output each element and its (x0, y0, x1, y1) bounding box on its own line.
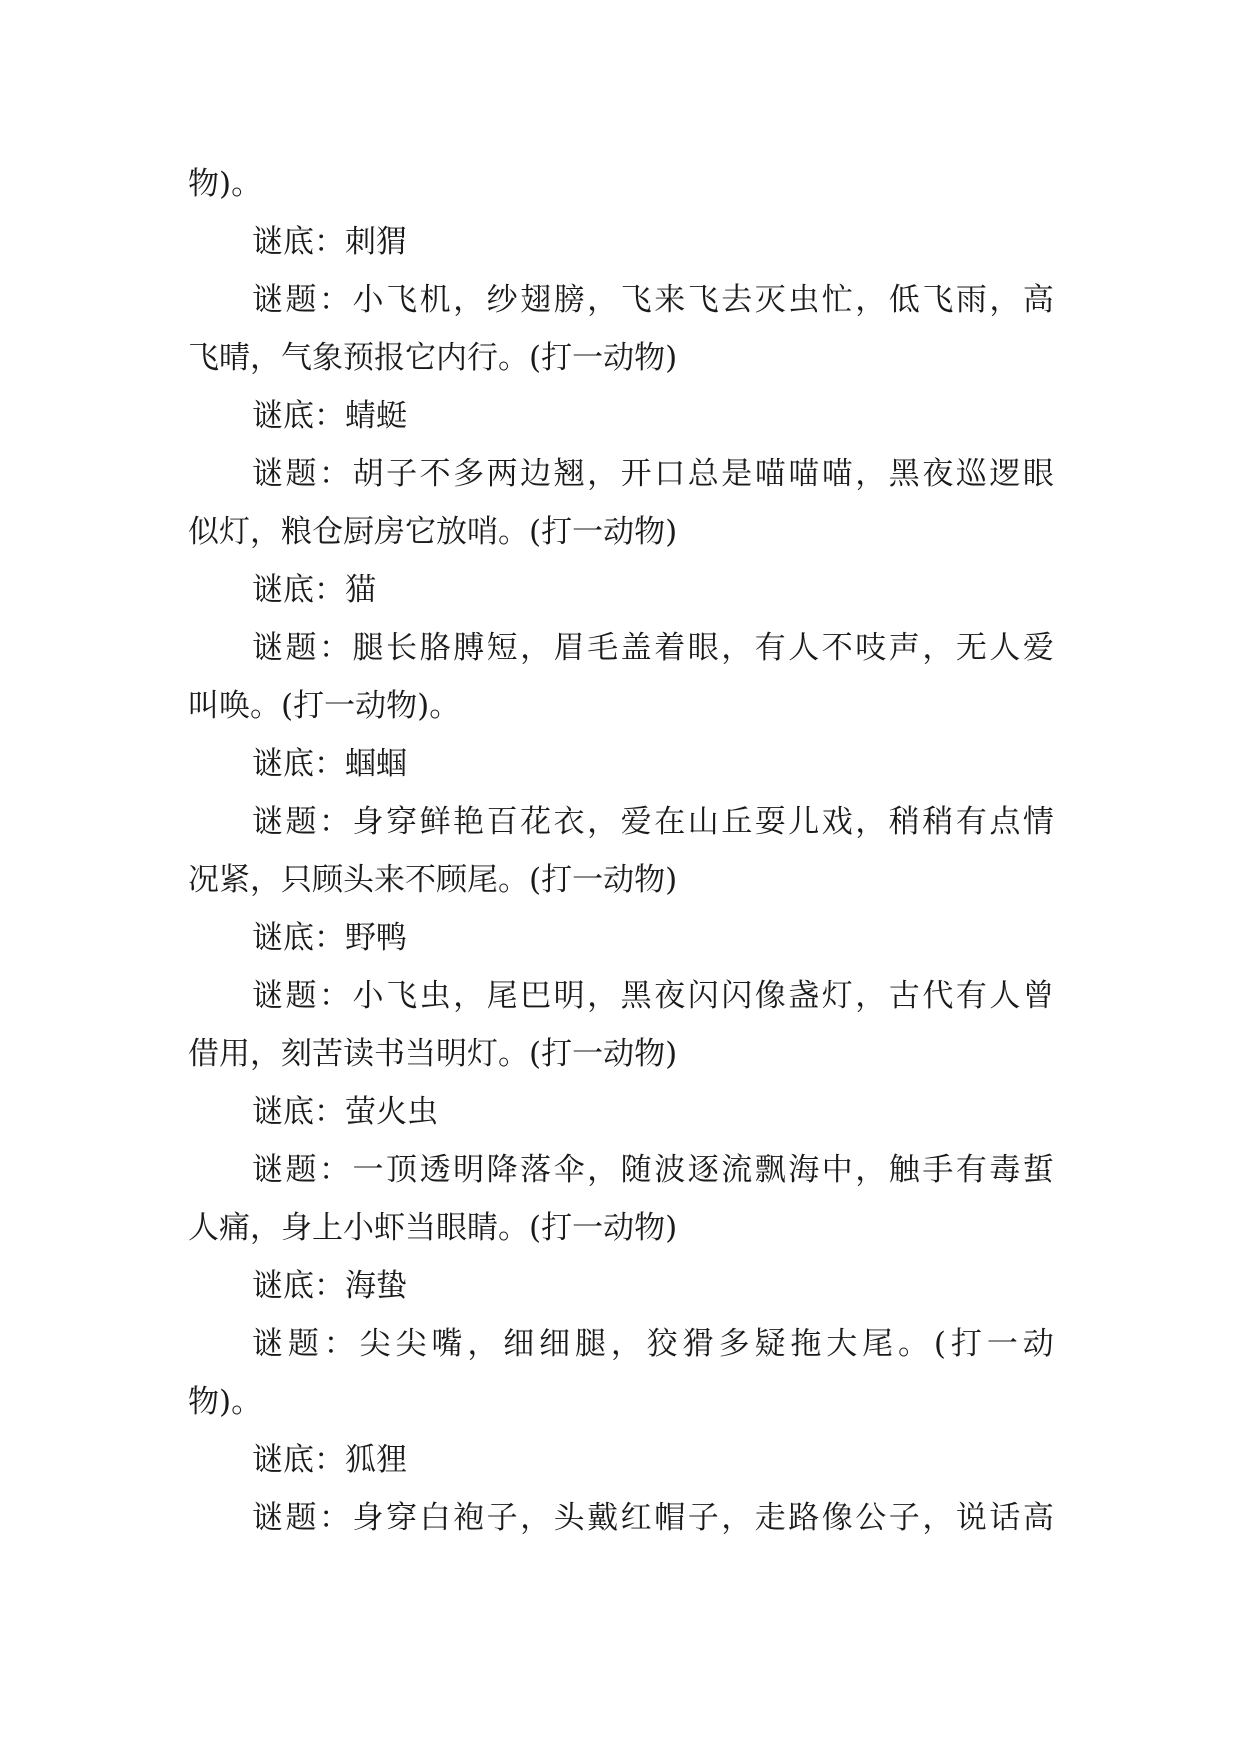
text-char: 高 (1022, 1500, 1054, 1536)
text-char: 花 (520, 804, 552, 840)
text-char: 子 (888, 1500, 920, 1536)
text-char: 红 (620, 1500, 652, 1536)
text-char: 题 (285, 978, 317, 1014)
text-char: 尾 (486, 978, 518, 1014)
text-char: ： (319, 1152, 351, 1188)
text-char: 落 (520, 1152, 552, 1188)
text-char: 小 (352, 282, 384, 318)
text-char: 总 (687, 456, 719, 492)
text-char: 眉 (553, 630, 585, 666)
text-char: 降 (486, 1152, 518, 1188)
text-char: ， (721, 1500, 753, 1536)
text-char: 飞 (386, 978, 418, 1014)
text-char: ， (467, 1326, 499, 1362)
text-char: 有 (955, 804, 987, 840)
text-char: 穿 (386, 1500, 418, 1536)
text-char: 谜 (252, 1500, 283, 1536)
text-char: ， (587, 804, 619, 840)
text-char: 。 (898, 1326, 930, 1362)
text-char: 话 (989, 1500, 1021, 1536)
text-char: 毛 (587, 630, 619, 666)
text-char: ， (453, 282, 485, 318)
riddle-text-line (188, 1489, 1054, 1547)
text-char: 闪 (721, 978, 753, 1014)
text-char: ： (319, 804, 351, 840)
text-char: 题 (285, 804, 317, 840)
text-char: 丘 (721, 804, 753, 840)
text-char: 腿 (352, 630, 384, 666)
text-char: 逐 (687, 1152, 719, 1188)
riddle-text-line (188, 1141, 1054, 1199)
text-char: 不 (419, 456, 451, 492)
text-char: ， (453, 978, 485, 1014)
text-char: 明 (453, 1152, 485, 1188)
text-char: 山 (687, 804, 719, 840)
text-char: ， (922, 630, 954, 666)
riddle-text-line: 似灯，粮仓厨房它放哨。(打一动物) (188, 514, 678, 550)
text-char: 路 (788, 1500, 820, 1536)
text-char: ， (989, 282, 1021, 318)
text-char: 蜇 (1022, 1152, 1054, 1188)
text-char: 尖 (359, 1326, 391, 1362)
text-char: 情 (1022, 804, 1054, 840)
text-char: 白 (419, 1500, 451, 1536)
text-char: 细 (503, 1326, 535, 1362)
text-char: 题 (285, 1500, 317, 1536)
text-char: ： (319, 630, 351, 666)
text-char: 夜 (922, 456, 954, 492)
text-char: 题 (285, 456, 317, 492)
text-char: 纱 (486, 282, 518, 318)
text-char: ， (520, 1500, 552, 1536)
text-char: 一 (352, 1152, 384, 1188)
text-char: 膀 (553, 282, 585, 318)
text-char: ： (319, 282, 351, 318)
text-char: 飘 (754, 1152, 786, 1188)
text-char: 触 (888, 1152, 920, 1188)
text-char: 长 (386, 630, 418, 666)
text-char: 子 (386, 456, 418, 492)
riddle-text-line (188, 271, 1054, 329)
riddle-answer-line: 谜底：狐狸 (252, 1442, 407, 1478)
text-char: 子 (486, 1500, 518, 1536)
text-char: 着 (654, 630, 686, 666)
text-char: ： (323, 1326, 355, 1362)
text-char: 稍 (888, 804, 920, 840)
riddle-text-line: 借用，刻苦读书当明灯。(打一动物) (188, 1036, 678, 1072)
riddle-answer-line: 谜底：海蛰 (252, 1268, 407, 1304)
text-char: 低 (888, 282, 920, 318)
text-char: 像 (821, 1500, 853, 1536)
riddle-text-line (188, 1315, 1054, 1373)
text-char: 谜 (252, 804, 283, 840)
text-char: 耍 (754, 804, 786, 840)
text-char: ， (855, 978, 887, 1014)
riddle-answer-line: 谜底：蝈蝈 (252, 746, 407, 782)
text-char: ， (855, 282, 887, 318)
text-char: ， (721, 630, 753, 666)
text-char: 衣 (553, 804, 585, 840)
text-char: 喵 (821, 456, 853, 492)
text-char: 穿 (386, 804, 418, 840)
text-char: 中 (821, 1152, 853, 1188)
text-char: ， (855, 804, 887, 840)
text-char: 小 (352, 978, 384, 1014)
text-char: 明 (553, 978, 585, 1014)
text-char: 嘴 (431, 1326, 463, 1362)
text-char: 戴 (587, 1500, 619, 1536)
text-char: 像 (754, 978, 786, 1014)
text-char: 点 (989, 804, 1021, 840)
text-char: 飞 (922, 282, 954, 318)
text-char: 去 (721, 282, 753, 318)
riddle-text-line (188, 619, 1054, 677)
text-char: 人 (989, 630, 1021, 666)
riddle-answer-line: 谜底：野鸭 (252, 920, 407, 956)
text-char: 虫 (419, 978, 451, 1014)
text-char: 飞 (386, 282, 418, 318)
text-char: 爱 (620, 804, 652, 840)
text-char: 黑 (620, 978, 652, 1014)
text-char: 题 (285, 282, 317, 318)
text-char: ， (855, 1152, 887, 1188)
text-char: ： (319, 1500, 351, 1536)
text-char: 短 (486, 630, 518, 666)
text-char: 飞 (620, 282, 652, 318)
text-char: 有 (754, 630, 786, 666)
text-char: 走 (754, 1500, 786, 1536)
text-char: 巡 (955, 456, 987, 492)
text-char: 百 (486, 804, 518, 840)
text-char: 谜 (252, 282, 283, 318)
text-char: 胳 (419, 630, 451, 666)
text-char: 戏 (821, 804, 853, 840)
text-char: 眼 (687, 630, 719, 666)
text-char: 高 (1022, 282, 1054, 318)
text-char: 谜 (252, 1326, 283, 1362)
text-char: 谜 (252, 630, 283, 666)
text-char: 拖 (790, 1326, 822, 1362)
text-char: ( (933, 1326, 947, 1362)
riddle-text-line (188, 445, 1054, 503)
riddle-text-line: 叫唤。(打一动物)。 (188, 688, 461, 724)
text-char: 题 (285, 630, 317, 666)
text-char: 翘 (553, 456, 585, 492)
text-char: 开 (620, 456, 652, 492)
text-char: 波 (654, 1152, 686, 1188)
text-char: 来 (654, 282, 686, 318)
text-char: 曾 (1022, 978, 1054, 1014)
text-char: ， (922, 1500, 954, 1536)
text-char: 声 (888, 630, 920, 666)
text-char: 狡 (646, 1326, 678, 1362)
text-char: 身 (352, 804, 384, 840)
text-char: 腿 (575, 1326, 607, 1362)
text-char: 随 (620, 1152, 652, 1188)
text-char: 有 (955, 978, 987, 1014)
text-char: 灭 (754, 282, 786, 318)
text-char: 动 (1022, 1326, 1054, 1362)
text-char: 膊 (453, 630, 485, 666)
text-char: 毒 (989, 1152, 1021, 1188)
text-char: 流 (721, 1152, 753, 1188)
riddle-answer-line: 谜底：蜻蜓 (252, 398, 407, 434)
text-char: ， (855, 456, 887, 492)
text-char: 灯 (821, 978, 853, 1014)
text-char: 伞 (553, 1152, 585, 1188)
text-char: 人 (788, 630, 820, 666)
text-char: 公 (855, 1500, 887, 1536)
riddle-text-line (188, 793, 1054, 851)
text-char: ： (319, 456, 351, 492)
text-char: ， (610, 1326, 642, 1362)
text-char: 题 (285, 1152, 317, 1188)
document-body (188, 155, 1054, 1547)
text-char: 谜 (252, 1152, 283, 1188)
text-char: 代 (922, 978, 954, 1014)
riddle-text-line: 人痛，身上小虾当眼睛。(打一动物) (188, 1210, 678, 1246)
text-char: 稍 (922, 804, 954, 840)
text-char: 有 (955, 1152, 987, 1188)
text-char: 无 (955, 630, 987, 666)
text-char: 人 (989, 978, 1021, 1014)
text-char: 打 (950, 1326, 982, 1362)
text-char: ， (587, 978, 619, 1014)
text-char: 胡 (352, 456, 384, 492)
text-char: 猾 (682, 1326, 714, 1362)
text-char: ， (587, 1152, 619, 1188)
text-char: 眼 (1022, 456, 1054, 492)
text-char: 疑 (754, 1326, 786, 1362)
riddle-text-line: 物)。 (188, 1384, 263, 1420)
text-char: ， (587, 456, 619, 492)
text-char: 飞 (687, 282, 719, 318)
text-char: 口 (654, 456, 686, 492)
text-char: 不 (821, 630, 853, 666)
riddle-text-line: 况紧，只顾头来不顾尾。(打一动物) (188, 862, 678, 898)
text-char: 谜 (252, 978, 283, 1014)
text-char: 两 (486, 456, 518, 492)
text-char: 是 (721, 456, 753, 492)
riddle-text-line (188, 967, 1054, 1025)
text-char: 夜 (654, 978, 686, 1014)
text-char: 谜 (252, 456, 283, 492)
text-char: 尾 (862, 1326, 894, 1362)
text-char: ， (520, 630, 552, 666)
text-char: 鲜 (419, 804, 451, 840)
text-char: 机 (419, 282, 451, 318)
text-char: 逻 (989, 456, 1021, 492)
text-char: 边 (520, 456, 552, 492)
text-char: 喵 (788, 456, 820, 492)
text-char: 吱 (855, 630, 887, 666)
text-char: ： (319, 978, 351, 1014)
text-char: 巴 (520, 978, 552, 1014)
text-char: 闪 (687, 978, 719, 1014)
riddle-answer-line: 谜底：萤火虫 (252, 1094, 438, 1130)
text-char: 顶 (386, 1152, 418, 1188)
text-char: 在 (654, 804, 686, 840)
text-char: 说 (955, 1500, 987, 1536)
text-char: 艳 (453, 804, 485, 840)
text-char: 多 (718, 1326, 750, 1362)
text-char: 手 (922, 1152, 954, 1188)
riddle-text-line: 飞晴，气象预报它内行。(打一动物) (188, 340, 678, 376)
text-char: 盖 (620, 630, 652, 666)
text-char: 盏 (788, 978, 820, 1014)
text-char: 多 (453, 456, 485, 492)
text-char: 虫 (788, 282, 820, 318)
text-char: 海 (788, 1152, 820, 1188)
riddle-answer-line: 谜底：刺猬 (252, 224, 407, 260)
text-char: 袍 (453, 1500, 485, 1536)
riddle-text-line: 物)。 (188, 166, 263, 202)
text-char: 喵 (754, 456, 786, 492)
text-char: 翅 (520, 282, 552, 318)
text-char: 一 (986, 1326, 1018, 1362)
text-char: 透 (419, 1152, 451, 1188)
text-char: 古 (888, 978, 920, 1014)
riddle-answer-line: 谜底：猫 (252, 572, 376, 608)
text-char: 身 (352, 1500, 384, 1536)
text-char: 爱 (1022, 630, 1054, 666)
text-char: 雨 (955, 282, 987, 318)
text-char: 细 (539, 1326, 571, 1362)
text-char: 子 (687, 1500, 719, 1536)
text-char: 头 (553, 1500, 585, 1536)
text-char: 题 (287, 1326, 319, 1362)
text-char: 忙 (821, 282, 853, 318)
text-char: 黑 (888, 456, 920, 492)
text-char: 帽 (654, 1500, 686, 1536)
text-char: 尖 (395, 1326, 427, 1362)
text-char: ， (587, 282, 619, 318)
text-char: 儿 (788, 804, 820, 840)
text-char: 大 (826, 1326, 858, 1362)
